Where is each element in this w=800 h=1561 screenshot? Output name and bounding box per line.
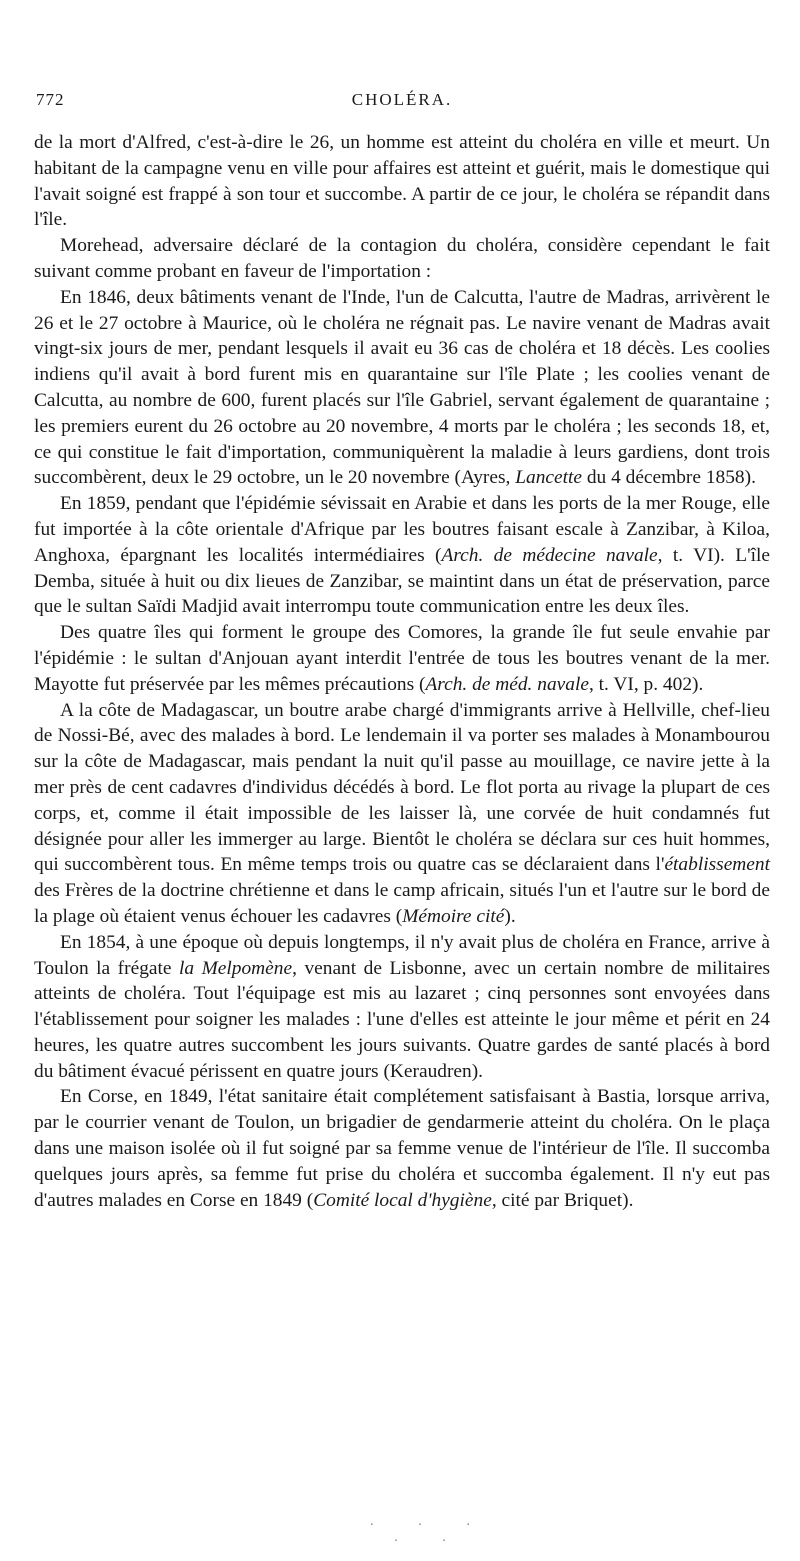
book-page xyxy=(34,0,770,1213)
printer-specks: · · · · · xyxy=(369,1518,491,1549)
paragraph-7 xyxy=(34,930,770,1085)
running-head xyxy=(34,90,770,130)
paragraph-1 xyxy=(34,130,770,233)
paragraph-text: En 1854, à une époque où depuis longtemps, il n'y avait plus de choléra en France, arrive à Toulon la frégate xyxy=(34,931,770,979)
body-text xyxy=(34,130,770,1213)
paragraph-6 xyxy=(34,698,770,930)
italic-citation: Comité local d'hygiène xyxy=(313,1189,492,1211)
italic-ship-name: la Melpomène xyxy=(179,957,293,979)
paragraph-5 xyxy=(34,620,770,697)
paragraph-text: , t. VI, p. 402). xyxy=(588,673,704,695)
italic-citation: Arch. de méd. navale xyxy=(425,673,589,695)
paragraph-8 xyxy=(34,1084,770,1213)
paragraph-text: Des quatre îles qui forment le groupe des Comores, la grande île fut seule envahie par l'épidémie : le sultan d'Anjouan ayant interdit l'entrée de tous les boutres venant de la mer. Mayotte fut préservée par les mêmes précautions ( xyxy=(34,622,770,695)
paragraph-text: de la mort d'Alfred, c'est-à-dire le 26, un homme est atteint du choléra en ville et meurt. Un habitant de la campagne venu en ville pour affaires est atteint et guérit, mais le domestique qui l'avait soigné est frappé à son tour et succombe. A partir de ce jour, le choléra se répandit dans l'île. xyxy=(34,132,770,231)
paragraph-text: En 1859, pendant que l'épidémie sévissait en Arabie et dans les ports de la mer Rouge, elle fut importée à la côte orientale d'Afrique par les boutres faisant escale à Zanzibar, à Kiloa, Anghoxa, épargnant les localités intermédiaires ( xyxy=(34,493,770,566)
page-number: 772 xyxy=(36,90,65,109)
paragraph-3 xyxy=(34,285,770,491)
paragraph-text: , venant de Lisbonne, avec un certain nombre de militaires atteints de choléra. Tout l'équipage est mis au lazaret ; cinq personnes sont envoyées dans l'établissement pour soigner les malades : l'une d'elles est atteinte le jour même et périt en 24 heures, les quatre autres succombent les jours suivants. Quatre gardes de santé placés à bord du bâtiment évacué périssent en quatre jours (Keraudren). xyxy=(34,957,771,1082)
italic-citation: Mémoire cité xyxy=(402,905,505,927)
paragraph-text: , t. VI). L'île Demba, située à huit ou dix lieues de Zanzibar, se maintint dans un état de préservation, parce que le sultan Saïdi Madjid avait interrompu toute communication entre les deux îles. xyxy=(34,544,771,618)
paragraph-text: Morehead, adversaire déclaré de la contagion du choléra, considère cependant le fait suivant comme probant en faveur de l'importation : xyxy=(34,235,770,282)
italic-citation: Arch. de médecine navale xyxy=(441,544,658,566)
paragraph-text: des Frères de la doctrine chrétienne et dans le camp africain, situés l'un et l'autre sur le bord de la plage où étaient venus échouer les cadavres ( xyxy=(34,880,770,927)
paragraph-4 xyxy=(34,491,770,620)
paragraph-text: ). xyxy=(504,905,516,927)
header-title: CHOLÉRA. xyxy=(351,90,453,109)
italic-term: établissement xyxy=(664,854,770,876)
paragraph-text: En 1846, deux bâtiments venant de l'Inde, l'un de Calcutta, l'autre de Madras, arrivèrent le 26 et le 27 octobre à Maurice, où le choléra ne régnait pas. Le navire venant de Madras avait vingt-six jours de mer, pendant lesquels il avait eu 36 cas de choléra et 18 décès. Les coolies indiens qu'il avait à bord furent mis en quarantaine sur l'île Plate ; les coolies venant de Calcutta, au nombre de 600, furent placés sur l'île Gabriel, servant également de quarantaine ; les premiers eurent du 26 octobre au 20 novembre, 4 morts par le choléra ; les seconds 18, et, ce qui constitue le fait d'importation, communiquèrent la maladie à leurs gardiens, dont trois succombèrent, deux le 29 octobre, un le 20 novembre (Ayres, xyxy=(34,286,770,489)
paragraph-2 xyxy=(34,233,770,285)
italic-citation: Lancette xyxy=(515,467,582,489)
paragraph-text: A la côte de Madagascar, un boutre arabe chargé d'immigrants arrive à Hellville, chef-lieu de Nossi-Bé, avec des malades à bord. Le lendemain il va porter ses malades à Monambourou sur la côte de Madagascar, mais pendant la nuit qu'il passe au mouillage, ce navire jette à la mer près de cent cadavres d'individus décédés à bord. Le flot porta au rivage la plupart de ces corps, et, comme il était impossible de les laisser là, une corvée de huit condamnés fut désignée pour aller les immerger au large. Bientôt le choléra se déclara sur ces huit hommes, qui succombèrent tous. En même temps trois ou quatre cas se déclaraient dans l' xyxy=(34,699,770,876)
paragraph-text: En Corse, en 1849, l'état sanitaire était complétement satisfaisant à Bastia, lorsque arriva, par le courrier venant de Toulon, un brigadier de gendarmerie atteint du choléra. On le plaça dans une maison isolée où il fut soigné par sa femme venue de l'intérieur de l'île. Il succomba quelques jours après, sa femme fut prise du choléra et succomba également. Il n'y eut pas d'autres malades en Corse en 1849 ( xyxy=(34,1086,770,1211)
paragraph-text: , cité par Briquet). xyxy=(491,1189,634,1211)
paragraph-text: du 4 décembre 1858). xyxy=(582,467,756,489)
